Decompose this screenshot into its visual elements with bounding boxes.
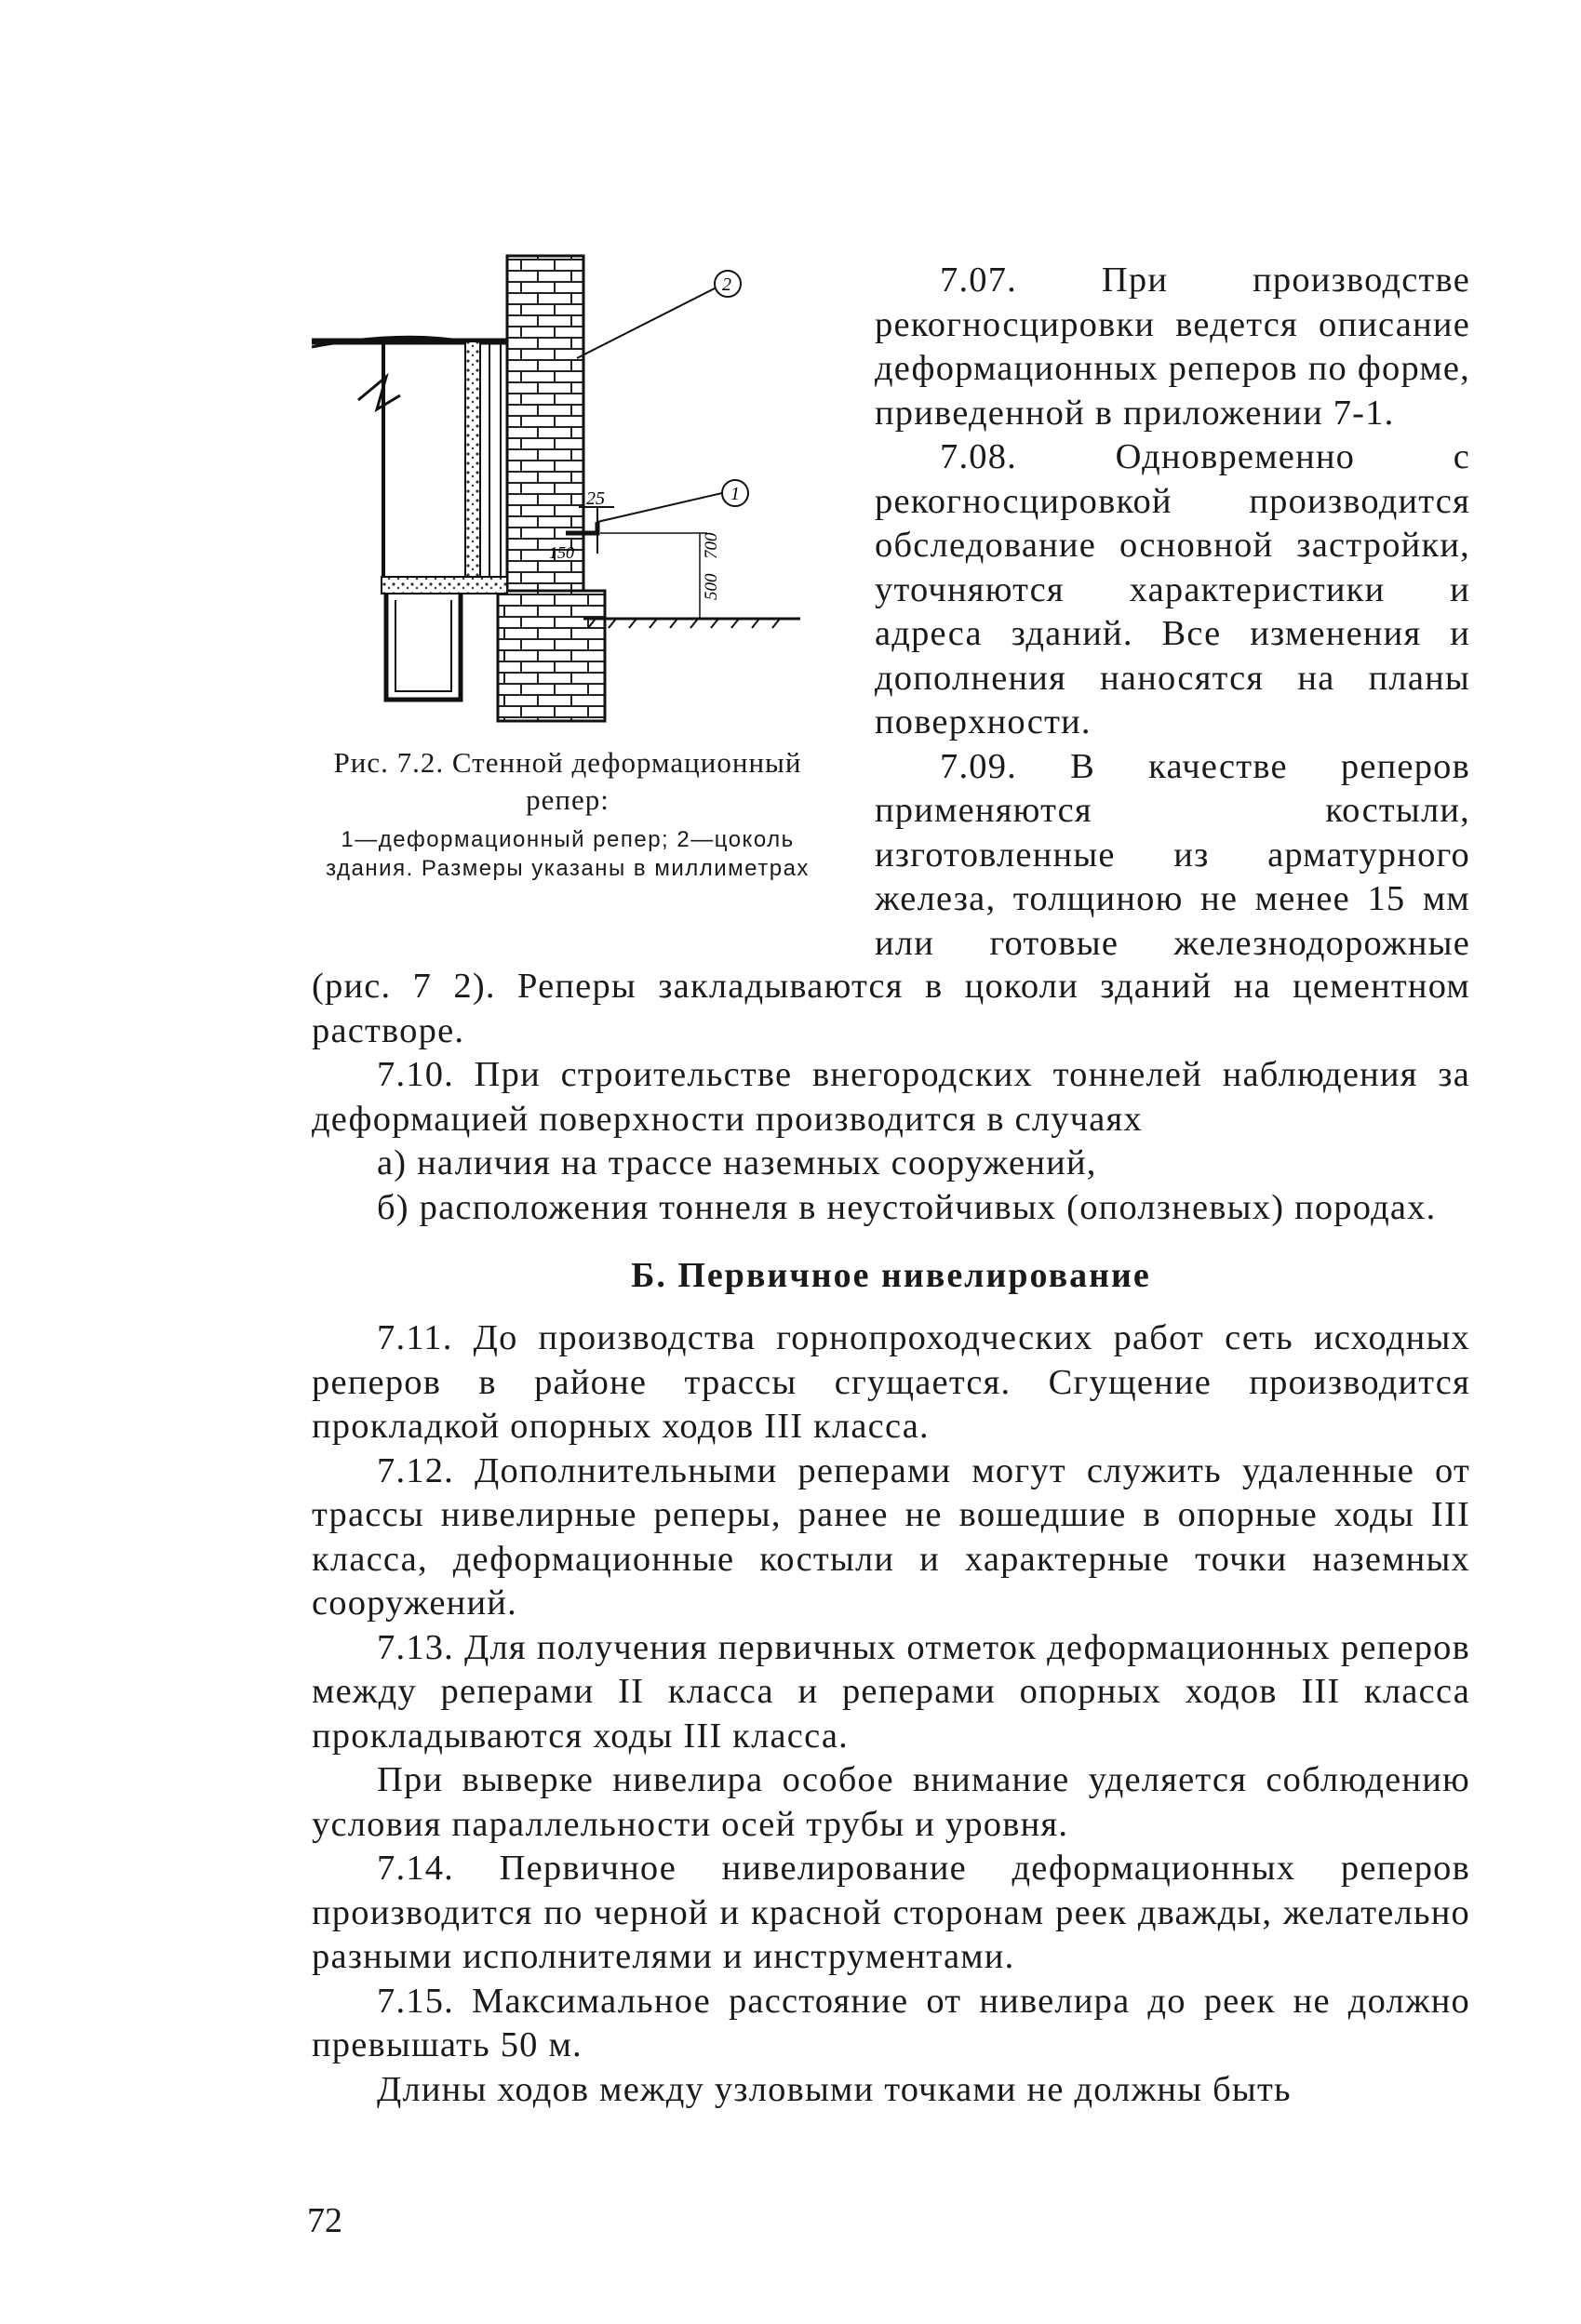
right-column <box>875 259 1470 966</box>
figure-caption <box>307 744 828 883</box>
paragraph-7-15-note: Длины ходов между узловыми точками не должны быть <box>377 2069 1292 2109</box>
svg-text:1: 1 <box>730 484 740 504</box>
list-item-b: б) расположения тоннеля в неустойчивых (оползневых) породах. <box>377 1187 1437 1227</box>
svg-text:700: 700 <box>702 532 721 559</box>
foundation <box>498 591 605 721</box>
section-heading: Б. Первичное нивелирование <box>631 1256 1151 1295</box>
paragraph-7-13: 7.13. Для получения первичных отметок деформационных реперов между реперами II класса и реперами опорных ходов III класса прокладываются ходы III класса. <box>312 1627 1470 1756</box>
svg-text:500: 500 <box>702 573 721 600</box>
caption-legend: 1—деформационный репер; 2—цоколь здания. Размеры указаны в миллиметрах <box>326 826 810 881</box>
paragraph-7-12: 7.12. Дополнительными реперами могут служить удаленные от трассы нивелирные реперы, ранее не вошедшие в опорные ходы III класса, деформационные костыли и характерные точки наземных сооружений. <box>312 1450 1470 1623</box>
paragraph-7-11: 7.11. До производства горнопроходческих работ сеть исходных реперов в районе трассы сгущается. Сгущение производится прокладкой опорных ходов III класса. <box>312 1318 1470 1446</box>
list-item-a: а) наличия на трассе наземных сооружений, <box>377 1143 1097 1182</box>
caption-title: Рис. 7.2. Стенной деформационный репер: <box>333 746 802 817</box>
svg-text:25: 25 <box>586 488 605 509</box>
paragraph-7-08: 7.08. Одновременно с рекогносцировкой производится обследование основной застройки, уточняются характеристики и адреса зданий. Все изменения и дополнения наносятся на планы поверхности. <box>875 437 1470 741</box>
paragraph-7-09-continued: (рис. 7 2). Реперы закладываются в цоколи зданий на цементном растворе. <box>312 967 1470 1050</box>
svg-text:150: 150 <box>549 543 574 562</box>
svg-text:2: 2 <box>722 274 731 295</box>
page-number: 72 <box>307 2201 342 2240</box>
paragraph-7-07: 7.07. При производстве рекогносцировки ведется описание деформационных реперов по форме, приведенной в приложении 7-1. <box>875 260 1470 433</box>
paragraph-7-15: 7.15. Максимальное расстояние от нивелира до реек не должно превышать 50 м. <box>312 1981 1470 2064</box>
paragraph-7-10: 7.10. При строительстве внегородских тоннелей наблюдения за деформацией поверхности производится в случаях <box>312 1055 1470 1139</box>
paragraph-7-13-note: При выверке нивелира особое внимание уделяется соблюдению условия параллельности осей трубы и уровня. <box>312 1760 1470 1844</box>
main-text <box>312 965 1470 2112</box>
paragraph-7-14: 7.14. Первичное нивелирование деформационных реперов производится по черной и красной сторонам реек дважды, желательно разными исполнителями и инструментами. <box>312 1849 1470 1976</box>
wall-benchmark-figure <box>270 237 865 730</box>
paragraph-7-09: 7.09. В качестве реперов применяются костыли, изготовленные из арматурного железа, толщиною не менее 15 мм или готовые железнодорожные <box>875 746 1470 963</box>
